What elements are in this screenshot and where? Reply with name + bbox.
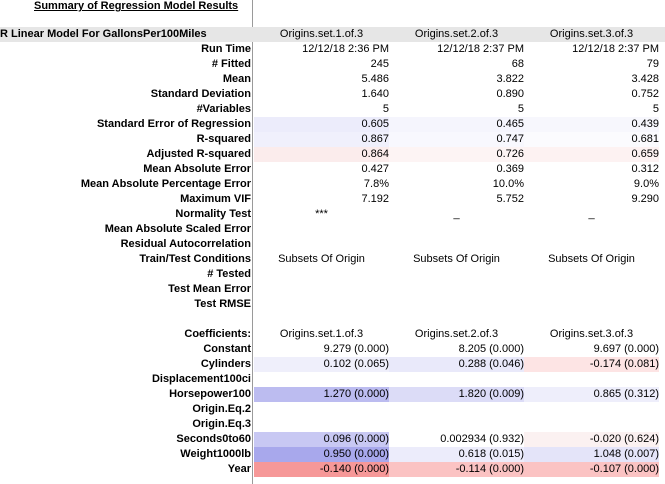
row-label: Coefficients: (184, 328, 251, 340)
cell-col-2: Subsets Of Origin (413, 253, 500, 265)
cell-col-2: -0.114 (0.000) (389, 462, 524, 477)
cell-col-2 (389, 282, 524, 297)
cell-col-2: 5.752 (496, 193, 524, 205)
cell-col-3: Origins.set.3.of.3 (549, 28, 634, 40)
cell-col-1: 9.279 (0.000) (323, 343, 389, 355)
row-label: Standard Deviation (150, 88, 251, 100)
cell-col-2: Origins.set.2.of.3 (414, 28, 499, 40)
stat-row-fitted (0, 57, 665, 72)
cell-col-2: 0.288 (0.046) (389, 357, 524, 372)
row-label: Weight1000lb (180, 448, 251, 460)
stat-row-variables (0, 102, 665, 117)
cell-col-3: -0.107 (0.000) (524, 462, 659, 477)
cell-col-1 (254, 267, 389, 282)
cell-col-3: -0.020 (0.624) (524, 432, 659, 447)
cell-col-2: Origins.set.2.of.3 (414, 328, 499, 340)
coef-row-constant (0, 342, 665, 357)
stat-row-normality-test (0, 207, 665, 222)
cell-col-1 (254, 282, 389, 297)
cell-col-1: Origins.set.1.of.3 (279, 28, 364, 40)
cell-col-2: 0.890 (496, 88, 524, 100)
cell-col-1: *** (315, 208, 328, 220)
cell-col-3: 9.290 (631, 193, 659, 205)
row-label: Constant (203, 343, 251, 355)
stat-row-mean-absolute-percentage-error (0, 177, 665, 192)
cell-col-3: 1.048 (0.007) (524, 447, 659, 462)
cell-col-3 (524, 282, 659, 297)
cell-col-2: 10.0% (492, 178, 524, 190)
cell-col-3 (524, 297, 659, 312)
cell-col-3: _ (588, 208, 595, 220)
row-label: Year (227, 463, 251, 475)
cell-col-1 (254, 237, 389, 252)
cell-col-1: Origins.set.1.of.3 (279, 328, 364, 340)
stat-row-maximum-vif (0, 192, 665, 207)
row-label: Mean Absolute Error (143, 163, 251, 175)
cell-col-2: 1.820 (0.009) (389, 387, 524, 402)
cell-col-1: 0.605 (254, 117, 389, 132)
cell-col-2: 0.747 (389, 132, 524, 147)
row-label: Origin.Eq.2 (192, 403, 251, 415)
cell-col-1: 12/12/18 2:36 PM (302, 43, 389, 55)
cell-col-1: 7.192 (361, 193, 389, 205)
coef-row-horsepower100 (0, 387, 665, 402)
row-label: Standard Error of Regression (96, 118, 251, 130)
row-label: Cylinders (200, 358, 251, 370)
cell-col-1: Subsets Of Origin (278, 253, 365, 265)
cell-col-2 (389, 237, 524, 252)
stat-row-standard-deviation (0, 87, 665, 102)
cell-col-2: 5 (517, 103, 524, 115)
cell-col-2: 3.822 (496, 73, 524, 85)
row-label: Maximum VIF (180, 193, 251, 205)
cell-col-2 (389, 267, 524, 282)
stat-row-standard-error-of-regression (0, 117, 665, 132)
cell-col-1: 0.102 (0.065) (254, 357, 389, 372)
stat-row-mean (0, 72, 665, 87)
row-label: Train/Test Conditions (139, 253, 251, 265)
row-label: R Linear Model For GallonsPer100Miles (0, 28, 207, 40)
cell-col-2: 0.002934 (0.932) (440, 433, 524, 445)
coef-row-cylinders (0, 357, 665, 372)
cell-col-2: _ (453, 208, 460, 220)
cell-col-1: 5 (382, 103, 389, 115)
coef-row-displacement100ci (0, 372, 665, 387)
page-title: Summary of Regression Model Results (34, 0, 239, 12)
row-label: Seconds0to60 (176, 433, 251, 445)
stat-row-residual-autocorrelation (0, 237, 665, 252)
stat-row-r-squared (0, 132, 665, 147)
stat-row-test-rmse (0, 297, 665, 312)
cell-col-3: 9.697 (0.000) (593, 343, 659, 355)
row-label: Displacement100ci (151, 373, 251, 385)
cell-col-2: 12/12/18 2:37 PM (437, 43, 524, 55)
cell-col-3: 0.681 (524, 132, 659, 147)
row-label: Mean Absolute Percentage Error (80, 178, 251, 190)
cell-col-2 (389, 417, 524, 432)
coef-row-weight1000lb (0, 447, 665, 462)
cell-col-1 (254, 297, 389, 312)
cell-col-3: 0.752 (631, 88, 659, 100)
cell-col-1: 0.427 (361, 163, 389, 175)
cell-col-1: 7.8% (363, 178, 389, 190)
cell-col-3: 9.0% (633, 178, 659, 190)
row-label: Origin.Eq.3 (192, 418, 251, 430)
stat-row-train-test-conditions (0, 252, 665, 267)
row-label: Test Mean Error (168, 283, 251, 295)
cell-col-1: 0.096 (0.000) (254, 432, 389, 447)
stat-row-mean-absolute-error (0, 162, 665, 177)
cell-col-1 (254, 402, 389, 417)
cell-col-3: -0.174 (0.081) (524, 357, 659, 372)
stat-row-run-time (0, 42, 665, 57)
coef-row-year (0, 462, 665, 477)
cell-col-1: 245 (370, 58, 389, 70)
cell-col-3: 3.428 (631, 73, 659, 85)
cell-col-3: 79 (646, 58, 659, 70)
row-label: # Tested (207, 268, 251, 280)
cell-col-3 (524, 402, 659, 417)
row-label: R-squared (196, 133, 251, 145)
row-label: Adjusted R-squared (146, 148, 251, 160)
cell-col-1: 1.270 (0.000) (254, 387, 389, 402)
cell-col-3: 5 (652, 103, 659, 115)
row-label: Run Time (201, 43, 251, 55)
cell-col-2 (389, 297, 524, 312)
cell-col-3: Subsets Of Origin (548, 253, 635, 265)
cell-col-3: 0.865 (0.312) (524, 387, 659, 402)
cell-col-1: 0.864 (254, 147, 389, 162)
stat-row-test-mean-error (0, 282, 665, 297)
cell-col-1: -0.140 (0.000) (254, 462, 389, 477)
cell-col-2: 68 (511, 58, 524, 70)
row-label: Test RMSE (194, 298, 251, 310)
cell-col-1: 0.867 (254, 132, 389, 147)
cell-col-3 (524, 372, 659, 387)
row-label: Normality Test (175, 208, 251, 220)
cell-col-3: 0.659 (524, 147, 659, 162)
cell-col-3: Origins.set.3.of.3 (549, 328, 634, 340)
row-label: Horsepower100 (169, 388, 251, 400)
cell-col-1 (254, 222, 389, 237)
model-header-row (0, 27, 665, 42)
cell-col-3 (524, 417, 659, 432)
cell-col-2: 0.465 (389, 117, 524, 132)
cell-col-2: 0.618 (0.015) (389, 447, 524, 462)
cell-col-1 (254, 417, 389, 432)
cell-col-2 (389, 222, 524, 237)
cell-col-1: 0.950 (0.000) (254, 447, 389, 462)
row-label: Mean (222, 73, 251, 85)
cell-col-3: 12/12/18 2:37 PM (572, 43, 659, 55)
cell-col-2 (389, 372, 524, 387)
coef-row-origin-eq-3 (0, 417, 665, 432)
cell-col-3 (524, 222, 659, 237)
coef-header-row (0, 327, 665, 342)
cell-col-2: 0.726 (389, 147, 524, 162)
row-label: # Fitted (211, 58, 251, 70)
cell-col-1: 5.486 (361, 73, 389, 85)
cell-col-3 (524, 237, 659, 252)
coef-row-seconds0to60 (0, 432, 665, 447)
coef-row-origin-eq-2 (0, 402, 665, 417)
cell-col-2: 8.205 (0.000) (458, 343, 524, 355)
cell-col-3 (524, 267, 659, 282)
row-label: Residual Autocorrelation (120, 238, 251, 250)
cell-col-1: 1.640 (361, 88, 389, 100)
stat-row-adjusted-r-squared (0, 147, 665, 162)
cell-col-2: 0.369 (496, 163, 524, 175)
cell-col-2 (389, 402, 524, 417)
cell-col-3: 0.439 (524, 117, 659, 132)
stat-row-tested (0, 267, 665, 282)
stat-row-mean-absolute-scaled-error (0, 222, 665, 237)
cell-col-3: 0.312 (631, 163, 659, 175)
row-label: Mean Absolute Scaled Error (104, 223, 251, 235)
row-label: #Variables (196, 103, 251, 115)
cell-col-1 (254, 372, 389, 387)
